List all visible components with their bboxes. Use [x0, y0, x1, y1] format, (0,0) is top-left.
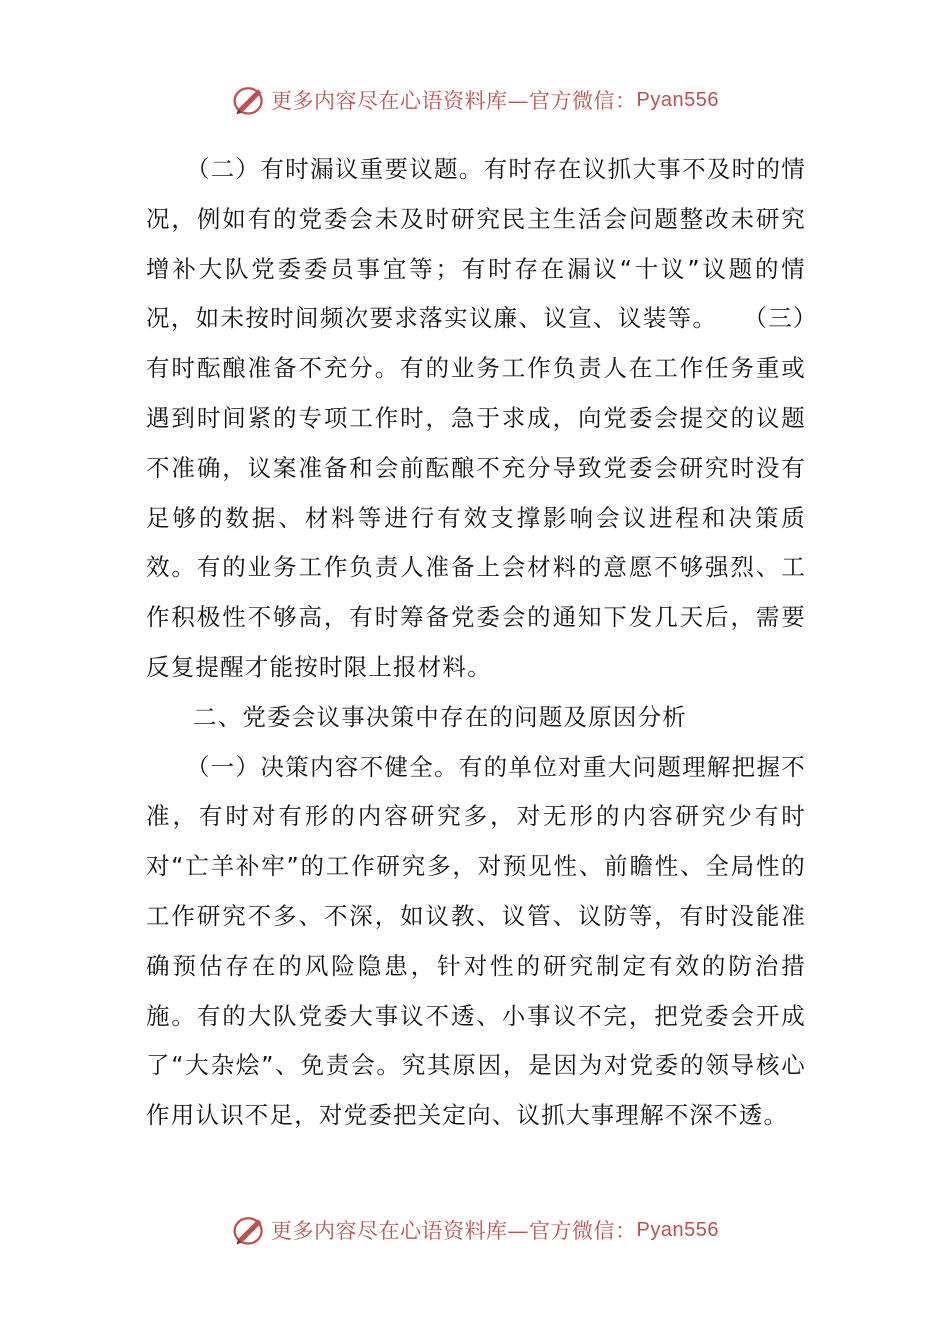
- pen-logo-icon: [231, 1212, 267, 1248]
- footer-wechat-id: Pyan556: [636, 1218, 719, 1241]
- pen-logo-icon: [231, 82, 267, 118]
- section-heading-2: 二、党委会议事决策中存在的问题及原因分析: [193, 702, 687, 731]
- paragraph-2: （一）决策内容不健全。有的单位对重大问题理解把握不准，有时对有形的内容研究多，对无形的内容研究少有时对“亡羊补牢”的工作研究多，对预见性、前瞻性、全局性的工作研究不多、不深，如议教、议管、议防等，有时没能准确预估存在的风险隐患，针对性的研究制定有效的防治措施。有的大队党委大事议不透、小事议不完，把党委会开成了“大杂烩”、免责会。究其原因，是因为对党委的领导核心作用认识不足，对党委把关定向、议抓大事理解不深不透。: [146, 752, 806, 1130]
- paragraph-1: （二）有时漏议重要议题。有时存在议抓大事不及时的情况，例如有的党委会未及时研究民主生活会问题整改未研究增补大队党委委员事宜等；有时存在漏议“十议”议题的情况，如未按时间频次要求落实议廉、议宣、议装等。 （三）有时酝酿准备不充分。有的业务工作负责人在工作任务重或遇到时间紧的专项工作时，急于求成，向党委会提交的议题不准确，议案准备和会前酝酿不充分导致党委会研究时没有足够的数据、材料等进行有效支撑影响会议进程和决策质效。有的业务工作负责人准备上会材料的意愿不够强烈、工作积极性不够高，有时筹备党委会的通知下发几天后，需要反复提醒才能按时限上报材料。: [146, 155, 806, 681]
- footer-banner-text: 更多内容尽在心语资料库—官方微信：: [271, 1219, 637, 1243]
- header-wechat-id: Pyan556: [636, 88, 719, 111]
- header-banner: [0, 78, 950, 122]
- document-body: [146, 145, 806, 1141]
- footer-banner: [0, 1208, 950, 1252]
- header-banner-text: 更多内容尽在心语资料库—官方微信：: [271, 89, 637, 113]
